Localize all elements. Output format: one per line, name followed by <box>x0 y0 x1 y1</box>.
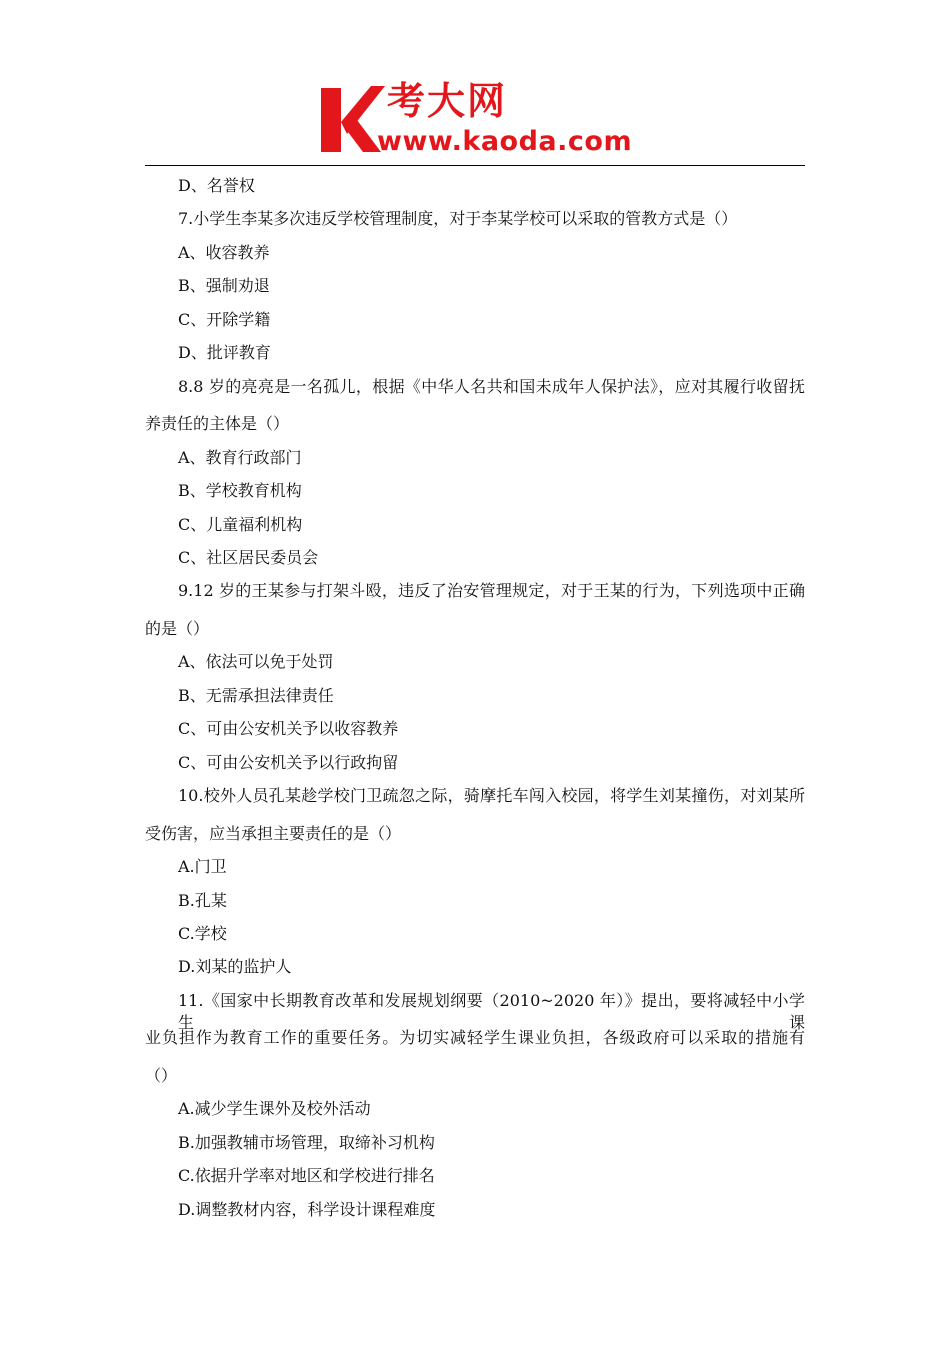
q9-option-c2: C、可由公安机关予以行政拘留 <box>178 753 399 772</box>
q7-option-c: C、开除学籍 <box>178 310 271 329</box>
q6-option-d: D、名誉权 <box>178 176 255 195</box>
q10-stem-line2: 受伤害，应当承担主要责任的是（） <box>145 824 402 843</box>
q11-option-d: D.调整教材内容，科学设计课程难度 <box>178 1200 436 1219</box>
logo-k-icon <box>317 82 385 154</box>
q8-stem-line1: 8.8 岁的亮亮是一名孤儿，根据《中华人名共和国未成年人保护法》，应对其履行收留抚 <box>178 377 805 396</box>
q7-option-a: A、收容教养 <box>178 243 270 262</box>
q10-option-c: C.学校 <box>178 924 227 943</box>
q7-option-d: D、批评教育 <box>178 343 271 362</box>
q7-option-b: B、强制劝退 <box>178 276 270 295</box>
q9-option-b: B、无需承担法律责任 <box>178 686 334 705</box>
q8-option-a: A、教育行政部门 <box>178 448 302 467</box>
header-divider <box>145 165 805 166</box>
logo-chinese-text: 考大网 <box>387 79 508 123</box>
q10-option-a: A.门卫 <box>178 857 227 876</box>
q11-option-a: A.减少学生课外及校外活动 <box>178 1099 371 1118</box>
q10-option-d: D.刘某的监护人 <box>178 957 292 976</box>
page-header <box>145 78 805 166</box>
q8-option-c2: C、社区居民委员会 <box>178 548 319 567</box>
q11-stem-line1: 11.《国家中长期教育改革和发展规划纲要（2010~2020 年）》提出，要将减轻中小学生课 <box>178 991 805 1032</box>
q10-option-b: B.孔某 <box>178 891 227 910</box>
q9-option-a: A、依法可以免于处罚 <box>178 652 334 671</box>
logo-url-text: www.kaoda.com <box>377 126 633 157</box>
q11-option-c: C.依据升学率对地区和学校进行排名 <box>178 1166 435 1185</box>
q10-stem-line1: 10.校外人员孔某趁学校门卫疏忽之际，骑摩托车闯入校园，将学生刘某撞伤，对刘某所 <box>178 786 805 805</box>
q11-stem-line2: 业负担作为教育工作的重要任务。为切实减轻学生课业负担，各级政府可以采取的措施有 <box>145 1028 805 1047</box>
q8-option-b: B、学校教育机构 <box>178 481 302 500</box>
q8-stem-line2: 养责任的主体是（） <box>145 414 290 433</box>
q8-option-c: C、儿童福利机构 <box>178 515 303 534</box>
q11-option-b: B.加强教辅市场管理，取缔补习机构 <box>178 1133 435 1152</box>
q9-option-c: C、可由公安机关予以收容教养 <box>178 719 399 738</box>
kaoda-logo <box>317 78 647 158</box>
q9-stem-line1: 9.12 岁的王某参与打架斗殴，违反了治安管理规定，对于王某的行为，下列选项中正确 <box>178 581 805 600</box>
q11-stem-line3: （） <box>145 1066 178 1085</box>
q9-stem-line2: 的是（） <box>145 619 210 638</box>
q7-stem: 7.小学生李某多次违反学校管理制度，对于李某学校可以采取的管教方式是（） <box>178 209 738 228</box>
